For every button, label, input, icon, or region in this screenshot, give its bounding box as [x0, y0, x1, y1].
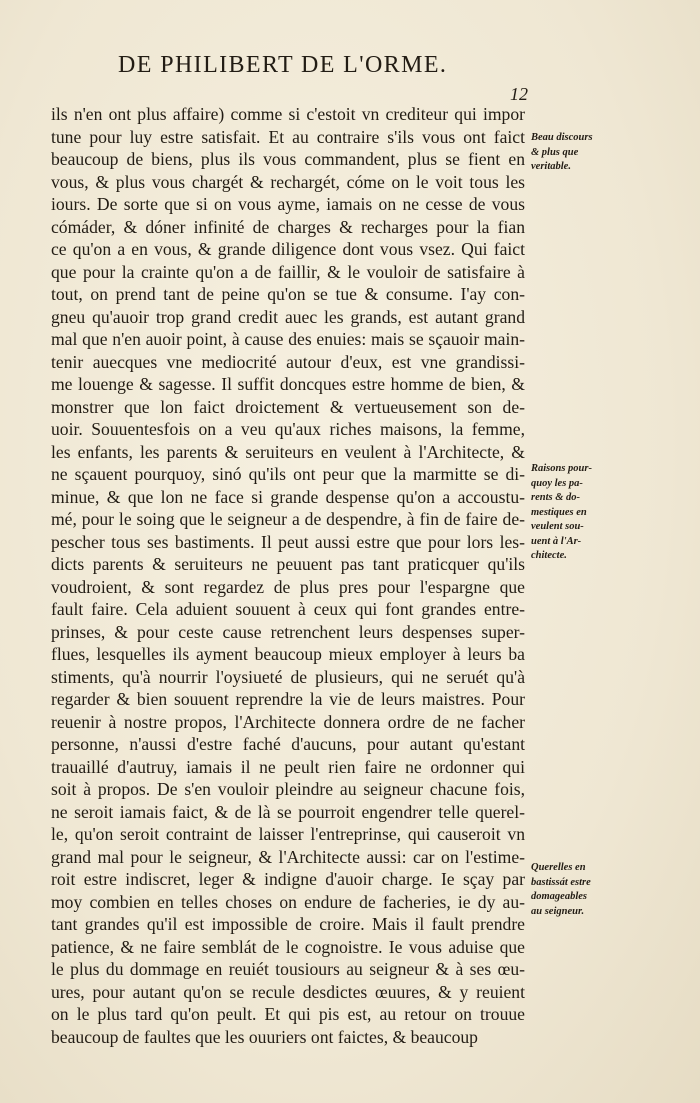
text-line: soit à propos. De s'en vouloir pleindre au seigneur chacune fois, — [51, 779, 525, 799]
margin-note-line: domageables — [531, 891, 587, 902]
text-line: reuenir à nostre propos, l'Architecte donnera ordre de ne facher — [51, 711, 525, 732]
text-line: que pour la crainte qu'on a de faillir, & le vouloir de satisfaire à — [51, 261, 525, 282]
body-text — [51, 103, 525, 1048]
text-line: on le plus tard qu'on peult. Et qui pis est, au retour on trouue — [51, 1004, 525, 1024]
margin-note-line: Beau discours — [531, 132, 593, 143]
text-line: beaucoup de biens, plus ils vous commandent, plus se fient en — [51, 149, 525, 169]
text-line: roit estre indiscret, leger & indigne d'auoir charge. Ie sçay par — [51, 869, 525, 889]
text-line: tout, on prend tant de peine qu'on se tue & consume. I'ay con- — [51, 284, 525, 304]
text-line: monstrer que lon faict droictement & vertueusement son de- — [51, 396, 525, 417]
text-line: ils n'en ont plus affaire) comme si c'estoit vn crediteur qui impor — [51, 104, 525, 124]
margin-note-raisons — [531, 462, 611, 564]
text-line: dicts parents & seruiteurs ne peuuent pas tant praticquer qu'ils — [51, 554, 525, 574]
text-line: stiments, qu'à nourrir l'oysiueté de plusieurs, qui ne seruét qu'à — [51, 666, 525, 687]
text-line: ne seroit iamais faict, & de là se pourroit engendrer telle querel- — [51, 801, 525, 822]
text-line: mé, pour le soing que le seigneur a de despendre, à fin de faire de- — [51, 509, 525, 529]
margin-note-line: veritable. — [531, 161, 571, 172]
text-line: trauaillé d'autruy, iamais il ne peult rien faire ne ordonner qui — [51, 756, 525, 777]
margin-note-querelles — [531, 861, 611, 919]
text-line: mal que n'en auoir point, à cause des enuies: mais se sçauoir main- — [51, 329, 525, 349]
margin-note-beau-discours — [531, 131, 611, 175]
margin-note-line: au seigneur. — [531, 905, 585, 917]
text-line: les enfants, les parents & seruiteurs en veulent à l'Architecte, & — [51, 441, 525, 462]
text-line: regarder & bien souuent reprendre la vie de leurs maistres. Pour — [51, 689, 525, 709]
text-line: gneu qu'auoir trop grand credit auec les grands, est autant grand — [51, 306, 525, 327]
text-line: ures, pour autant qu'on se recule desdictes œuures, & y reuient — [51, 981, 525, 1002]
text-line: patience, & ne faire semblát de le cognoistre. Ie vous aduise que — [51, 936, 525, 957]
text-line: personne, n'aussi d'estre faché d'aucuns, pour autant qu'estant — [51, 734, 525, 754]
margin-note-line: & plus que — [531, 146, 579, 158]
text-line: tune pour luy estre satisfait. Et au contraire s'ils vous ont faict — [51, 126, 525, 147]
running-header: DE PHILIBERT DE L'ORME. — [118, 52, 448, 78]
text-line: cómáder, & dóner infinité de charges & recharges pour la fian — [51, 216, 525, 237]
margin-note-line: veulent sou- — [531, 521, 584, 532]
margin-note-line: bastissát estre — [531, 876, 591, 888]
margin-note-line: rents & do- — [531, 492, 581, 503]
text-line: beaucoup de faultes que les ouuriers ont faictes, & beaucoup — [51, 1026, 478, 1047]
margin-note-line: chitecte. — [531, 550, 567, 561]
margin-note-line: uent à l'Ar- — [531, 535, 582, 547]
text-line: le, qu'on seroit contraint de laisser l'entreprinse, qui causeroit vn — [51, 824, 525, 844]
page-number: 12 — [510, 84, 528, 104]
text-line: vous, & plus vous chargét & rechargét, cóme on le voit tous les — [51, 171, 525, 192]
text-line: ne sçauent pourquoy, sinó qu'ils ont peur que la marmitte se di- — [51, 464, 525, 484]
text-line: uoir. Souuentesfois on a veu qu'aux riches maisons, la femme, — [51, 419, 525, 439]
text-line: prinses, & pour ceste cause retrenchent leurs despenses super- — [51, 621, 525, 642]
text-line: minue, & que lon ne face si grande despense qu'on a accoustu- — [51, 486, 525, 507]
text-line: me louenge & sagesse. Il suffit doncques estre homme de bien, & — [51, 374, 525, 394]
text-line: ce qu'on a en vous, & grande diligence dont vous vsez. Qui faict — [51, 239, 525, 259]
text-line: tant grandes qu'il est impossible de croire. Mais il fault prendre — [51, 914, 525, 934]
text-line: fault faire. Cela aduient souuent à ceux qui font grandes entre- — [51, 599, 525, 619]
text-line: le plus du dommage en reuiét tousiours au seigneur & à ses œu- — [51, 959, 525, 979]
margin-note-line: Raisons pour- — [531, 463, 592, 474]
text-line: moy combien en telles choses on endure de facheries, ie dy au- — [51, 891, 525, 912]
margin-note-line: Querelles en — [531, 862, 586, 873]
text-line: iours. De sorte que si on vous ayme, iamais on ne cesse de vous — [51, 194, 525, 214]
text-line: grand mal pour le seigneur, & l'Architecte aussi: car on l'estime- — [51, 846, 525, 867]
margin-note-line: mestiques en — [531, 506, 587, 518]
margin-note-line: quoy les pa- — [531, 477, 583, 489]
text-line: tenir auecques vne mediocrité autour d'eux, est vne grandissi- — [51, 351, 525, 372]
text-line: pescher tous ses bastiments. Il peut aussi estre que pour lors les- — [51, 531, 525, 552]
text-line: voudroient, & sont regardez de plus pres pour l'espargne que — [51, 576, 525, 597]
text-line: flues, lesquelles ils ayment beaucoup mieux employer à leurs ba — [51, 644, 525, 664]
